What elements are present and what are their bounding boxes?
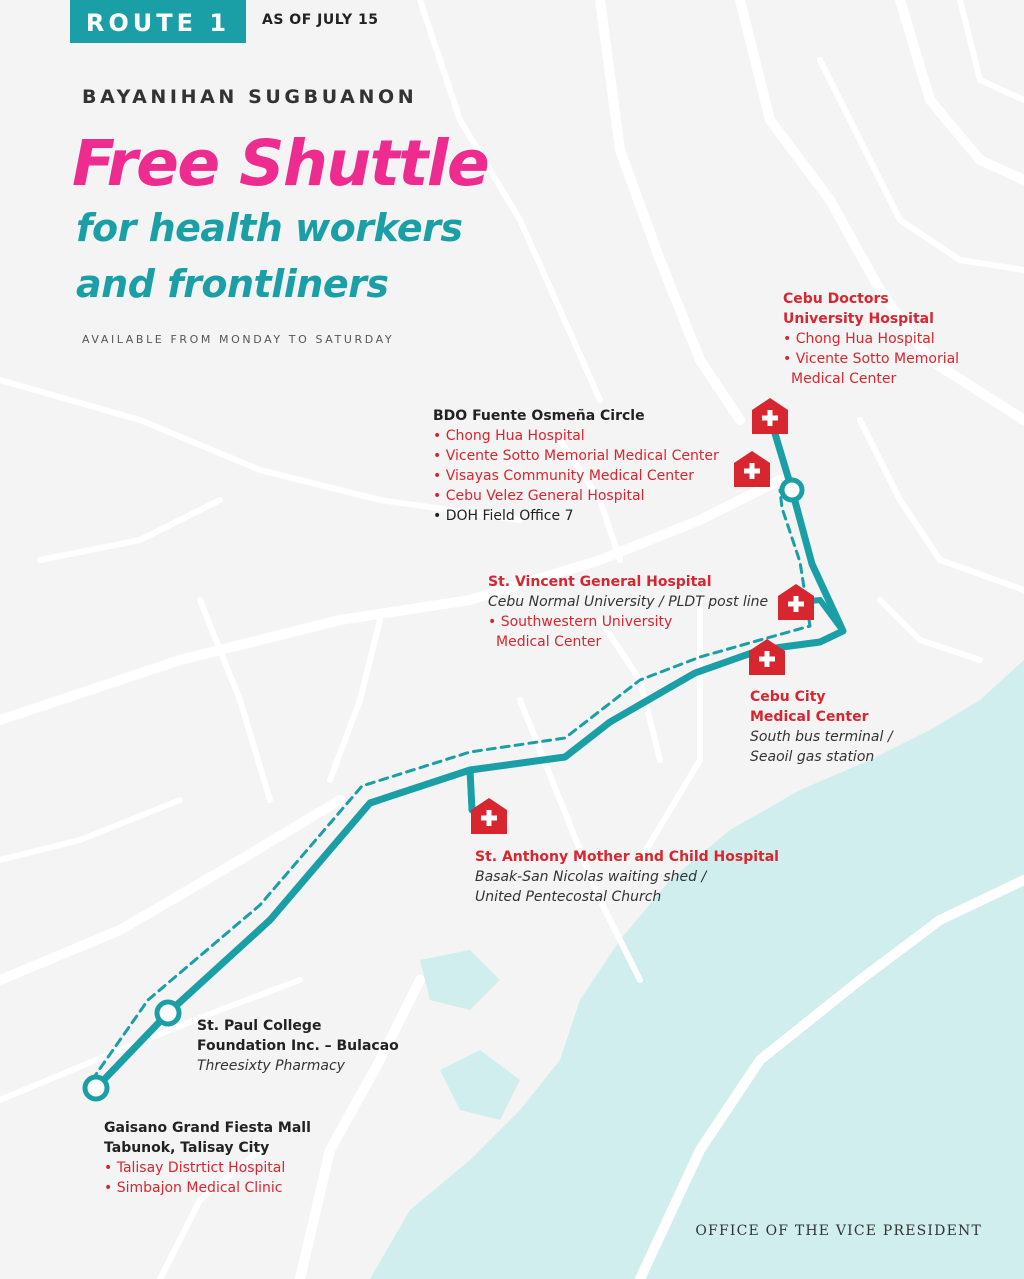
stop-marker-st-paul	[157, 1002, 179, 1024]
as-of-date: AS OF JULY 15	[262, 12, 379, 28]
kicker-title: BAYANIHAN SUGBUANON	[82, 86, 418, 108]
stop-item: United Pentecostal Church	[475, 889, 662, 905]
stop-label-st-paul	[197, 1016, 399, 1076]
stop-label-cebu-doctors	[783, 289, 959, 389]
stop-marker-bdo	[782, 480, 802, 500]
stop-title: St. Anthony Mother and Child Hospital	[475, 849, 779, 865]
availability-note: AVAILABLE FROM MONDAY TO SATURDAY	[82, 333, 395, 346]
stop-title: Tabunok, Talisay City	[104, 1140, 270, 1156]
stop-label-bdo-fuente	[433, 406, 719, 526]
stop-title: Cebu City	[750, 689, 826, 705]
stop-item: Cebu Normal University / PLDT post line	[488, 594, 769, 610]
stop-title: Cebu Doctors	[783, 291, 889, 307]
stop-title: University Hospital	[783, 311, 934, 327]
stop-marker-gaisano	[85, 1077, 107, 1099]
stop-item: • DOH Field Office 7	[433, 508, 574, 524]
stop-item: • Vicente Sotto Memorial Medical Center	[433, 448, 719, 464]
route-tag: ROUTE 1	[70, 0, 246, 43]
stop-title: BDO Fuente Osmeña Circle	[433, 408, 645, 424]
headline: Free Shuttle	[72, 127, 489, 200]
stop-item: • Simbajon Medical Clinic	[104, 1180, 283, 1196]
stop-label-st-anthony	[475, 847, 779, 907]
stop-item: • Visayas Community Medical Center	[433, 468, 695, 484]
stop-item: Basak-San Nicolas waiting shed /	[475, 869, 707, 885]
subheadline-line-1: for health workers	[76, 206, 463, 250]
stop-title: Gaisano Grand Fiesta Mall	[104, 1120, 311, 1136]
office-credit: OFFICE OF THE VICE PRESIDENT	[695, 1223, 982, 1239]
stop-item: • Chong Hua Hospital	[783, 331, 935, 347]
stop-title: St. Paul College	[197, 1018, 322, 1034]
stop-item: • Chong Hua Hospital	[433, 428, 585, 444]
stop-item: Threesixty Pharmacy	[197, 1058, 345, 1074]
stop-item: Seaoil gas station	[750, 749, 875, 765]
stop-item: • Southwestern University	[488, 614, 673, 630]
stop-item: South bus terminal /	[750, 729, 893, 745]
stop-item: • Talisay Distrtict Hospital	[104, 1160, 286, 1176]
stop-label-st-vincent	[488, 572, 768, 652]
stop-item: Medical Center	[496, 634, 602, 650]
stop-item: • Cebu Velez General Hospital	[433, 488, 645, 504]
route-branch-st-anthony	[470, 770, 472, 810]
stop-label-gaisano	[104, 1118, 311, 1198]
stop-title: Foundation Inc. – Bulacao	[197, 1038, 399, 1054]
stop-item: • Vicente Sotto Memorial	[783, 351, 960, 367]
subheadline-line-2: and frontliners	[76, 262, 389, 306]
stop-item: Medical Center	[791, 371, 897, 387]
stop-title: Medical Center	[750, 709, 869, 725]
stop-label-cebu-city-medical	[750, 687, 893, 767]
stop-title: St. Vincent General Hospital	[488, 574, 712, 590]
